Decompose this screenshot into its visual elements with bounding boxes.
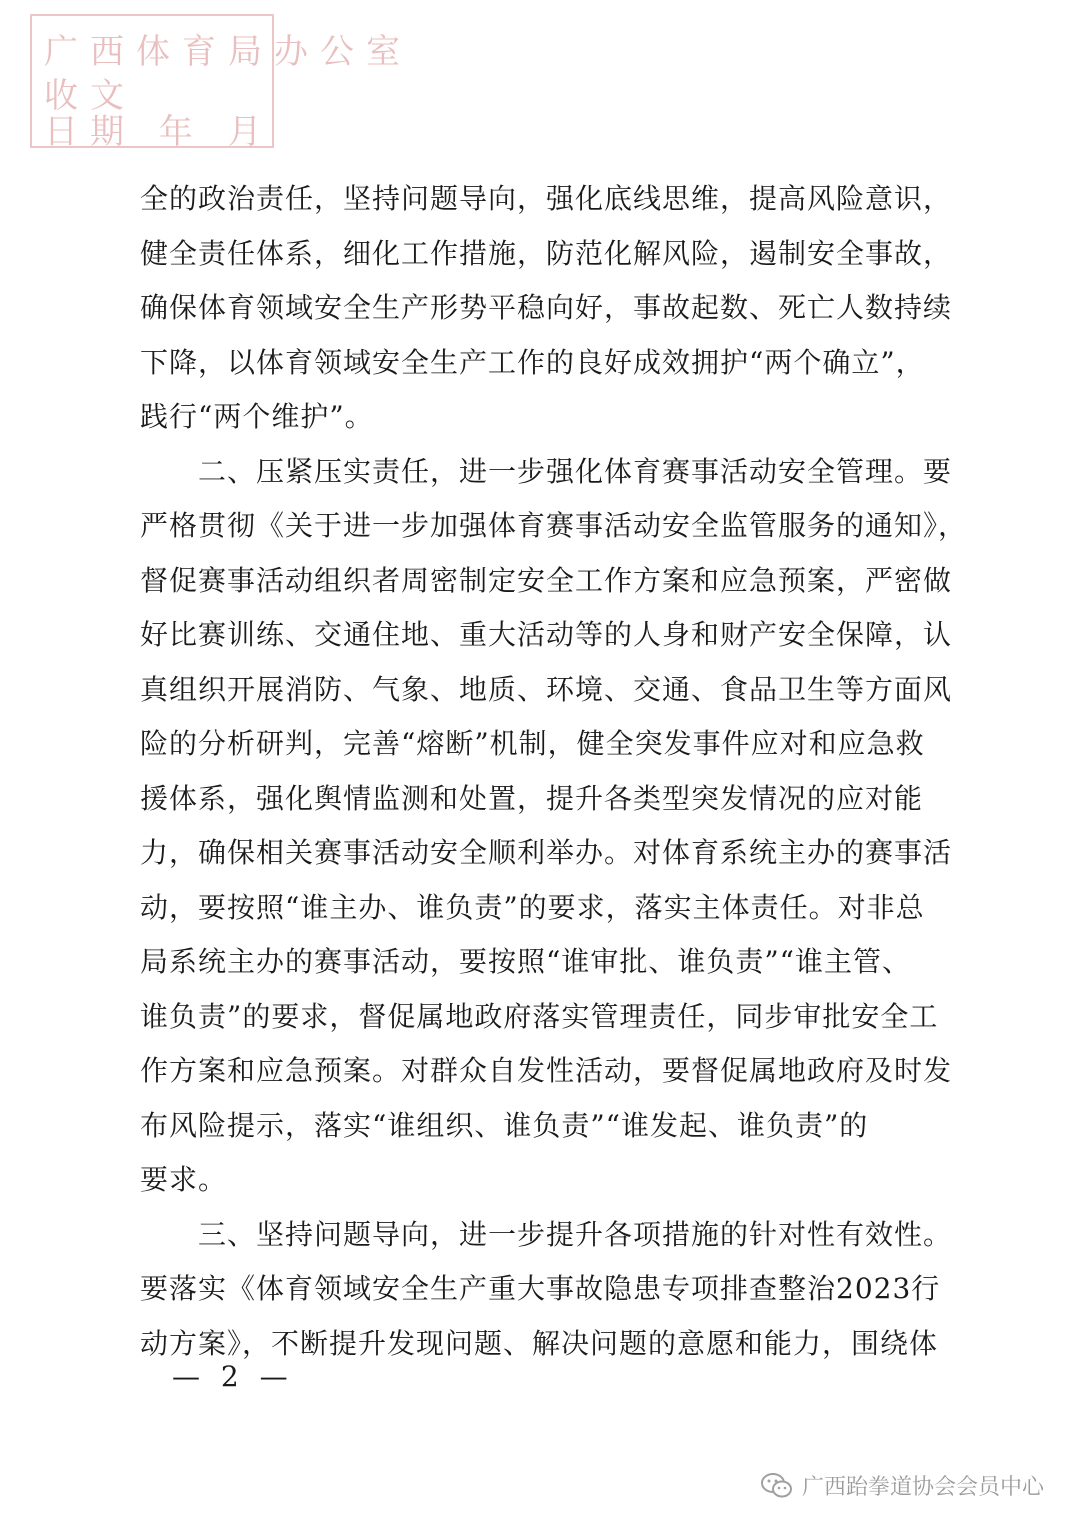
text-line: 二、压紧压实责任，进一步强化体育赛事活动安全管理。要 [140,454,953,488]
text-line: 力，确保相关赛事活动安全顺利举办。对体育系统主办的赛事活 [140,836,953,869]
text-line: 践行“两个维护”。 [140,400,374,433]
text-line: 险的分析研判，完善“熔断”机制，健全突发事件应对和应急救 [140,727,925,760]
stamp-line-2: 收文 [44,76,136,116]
text-line: 布风险提示，落实“谁组织、谁负责”“谁发起、谁负责”的 [140,1108,869,1142]
document-body [140,172,968,1371]
text-line: 真组织开展消防、气象、地质、环境、交通、食品卫生等方面风 [140,672,953,706]
text-line: 要落实《体育领域安全生产重大事故隐患专项排查整治2023行 [140,1272,941,1305]
text-line: 作方案和应急预案。对群众自发性活动，要督促属地政府及时发 [140,1054,953,1087]
text-line: 健全责任体系，细化工作措施，防范化解风险，遏制安全事故， [140,236,953,270]
text-line: 动方案》，不断提升发现问题、解决问题的意愿和能力，围绕体 [140,1326,939,1360]
text-line: 下降，以体育领域安全生产工作的良好成效拥护“两个确立”， [140,345,925,379]
text-line: 三、坚持问题导向，进一步提升各项措施的针对性有效性。 [140,1217,953,1251]
text-line: 好比赛训练、交通住地、重大活动等的人身和财产安全保障，认 [140,618,953,651]
page-number: — 2 — [172,1360,294,1393]
wechat-watermark [760,1470,1044,1501]
text-line: 谁负责”的要求，督促属地政府落实管理责任，同步审批安全工 [140,999,939,1033]
text-line: 督促赛事活动组织者周密制定安全工作方案和应急预案，严密做 [140,563,953,597]
text-line: 局系统主办的赛事活动，要按照“谁审批、谁负责”“谁主管、 [140,945,911,978]
text-line: 援体系，强化舆情监测和处置，提升各类型突发情况的应对能 [140,781,924,815]
text-line: 全的政治责任，坚持问题导向，强化底线思维，提高风险意识， [140,182,953,215]
text-line: 严格贯彻《关于进一步加强体育赛事活动安全监管服务的通知》， [140,509,968,542]
text-line: 确保体育领域安全生产形势平稳向好，事故起数、死亡人数持续 [140,291,953,324]
wechat-icon [760,1472,794,1500]
text-line: 动，要按照“谁主办、谁负责”的要求，落实主体责任。对非总 [140,890,925,924]
text-line: 要求。 [140,1163,228,1196]
stamp-line-1: 广西体育局办公室 [44,32,412,72]
watermark-label: 广西跆拳道协会会员中心 [801,1475,1044,1500]
received-stamp [30,14,412,152]
stamp-line-3: 日期 年 月 [44,112,274,152]
